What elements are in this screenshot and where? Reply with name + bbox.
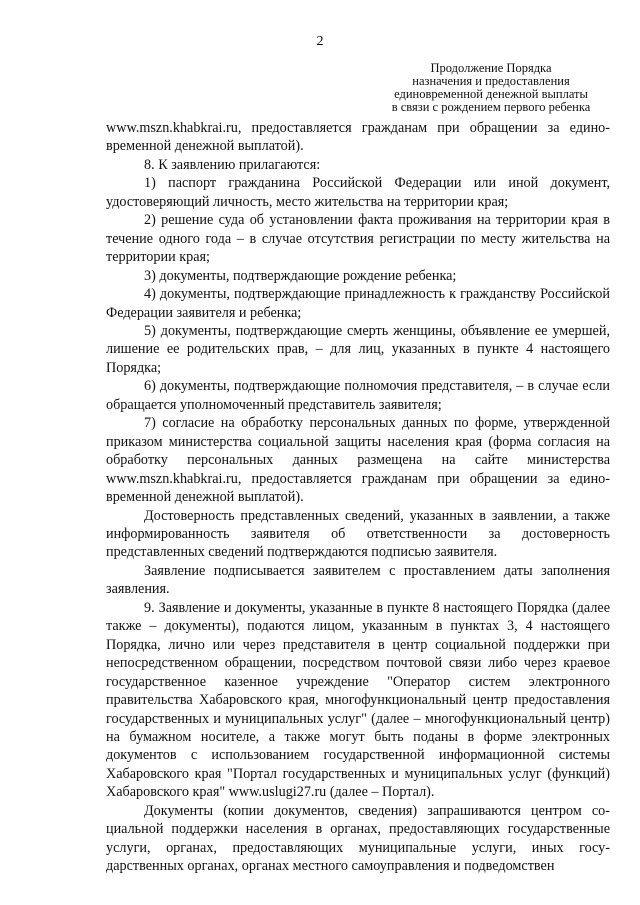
header-note [376, 62, 606, 114]
paragraph-list-item-5: 5) документы, подтверждающие смерть женщины, объявление ее умершей, лишение ее родительских прав, – для лиц, указанных в пункте 4 настоящего Порядка; [106, 322, 610, 376]
paragraph-item-9: 9. Заявление и документы, указанные в пункте 8 настоящего Порядка (далее также – документы), подаются лицом, указанным в пунктах 3, 4 настоящего Порядка, лично или через представителя в центр социальной поддержки при непосредственном обращении, посредством почтовой связи либо через краевое государственное казенное учреждение "Оператор систем электронного правительства Хабаровского края, многофункциональный центр предоставления государственных и муниципальных услуг" (далее – многофункциональный центр) на бумажном носителе, а также могут быть поданы в форме электронных документов с использованием государственной информационной системы Хабаровского края "Портал государственных и муниципальных услуг (функций) Хабаровского края" www.uslugi27.ru (далее – Портал). [106, 599, 610, 801]
header-note-line: назначения и предоставления [412, 74, 570, 88]
paragraph-list-item-3: 3) документы, подтверждающие рождение ребенка; [144, 267, 457, 284]
paragraph-signature: Заявление подписывается заявителем с проставлением даты заполнения заявления. [106, 562, 610, 598]
header-note-line: единовременной денежной выплаты [394, 87, 588, 101]
header-note-line: в связи с рождением первого ребенка [391, 100, 591, 114]
paragraph-documents-request: Документы (копии документов, сведения) запрашиваются центром социальной поддержки населения в органах, предоставляющих государственные услуги, органах, предоставляющих муниципальные услуги, иных государственных органах, органах местного самоуправления и подведомствен [106, 802, 610, 875]
paragraph-list-item-6: 6) документы, подтверждающие полномочия представителя, – в случае если обращается уполномоченный представитель заявителя; [106, 378, 610, 413]
header-note-line: Продолжение Порядка [430, 61, 552, 75]
paragraph-list-item-2: 2) решение суда об установлении факта проживания на территории края в течение одного года – в случае отсутствия регистрации по месту жительства на территории края; [106, 212, 610, 266]
paragraph-item-8-heading: 8. К заявлению прилагаются: [144, 156, 321, 173]
paragraph-reliability: Достоверность представленных сведений, указанных в заявлении, а также информированность заявителя об ответственности за достоверность представленных сведений подтверждаются подписью заявителя. [106, 507, 610, 561]
paragraph-list-item-7: 7) согласие на обработку персональных данных по форме, утвержденной приказом министерства социальной защиты населения края (форма согласия на обработку персональных данных размещена на сайте министерства www.mszn.khabkrai.ru, предоставляется гражданам при обращении за единовременной денежной выплатой). [106, 415, 610, 506]
document-body [106, 119, 610, 876]
paragraph-list-item-1: 1) паспорт гражданина Российской Федерации или иной документ, удостоверяющий личность, место жительства на территории края; [106, 175, 610, 210]
page-number: 2 [316, 34, 324, 49]
paragraph-list-item-4: 4) документы, подтверждающие принадлежность к гражданству Российской Федерации заявителя и ребенка; [106, 286, 610, 321]
paragraph-continuation: www.mszn.khabkrai.ru, предоставляется гражданам при обращении за единовременной денежной выплатой). [106, 120, 610, 155]
